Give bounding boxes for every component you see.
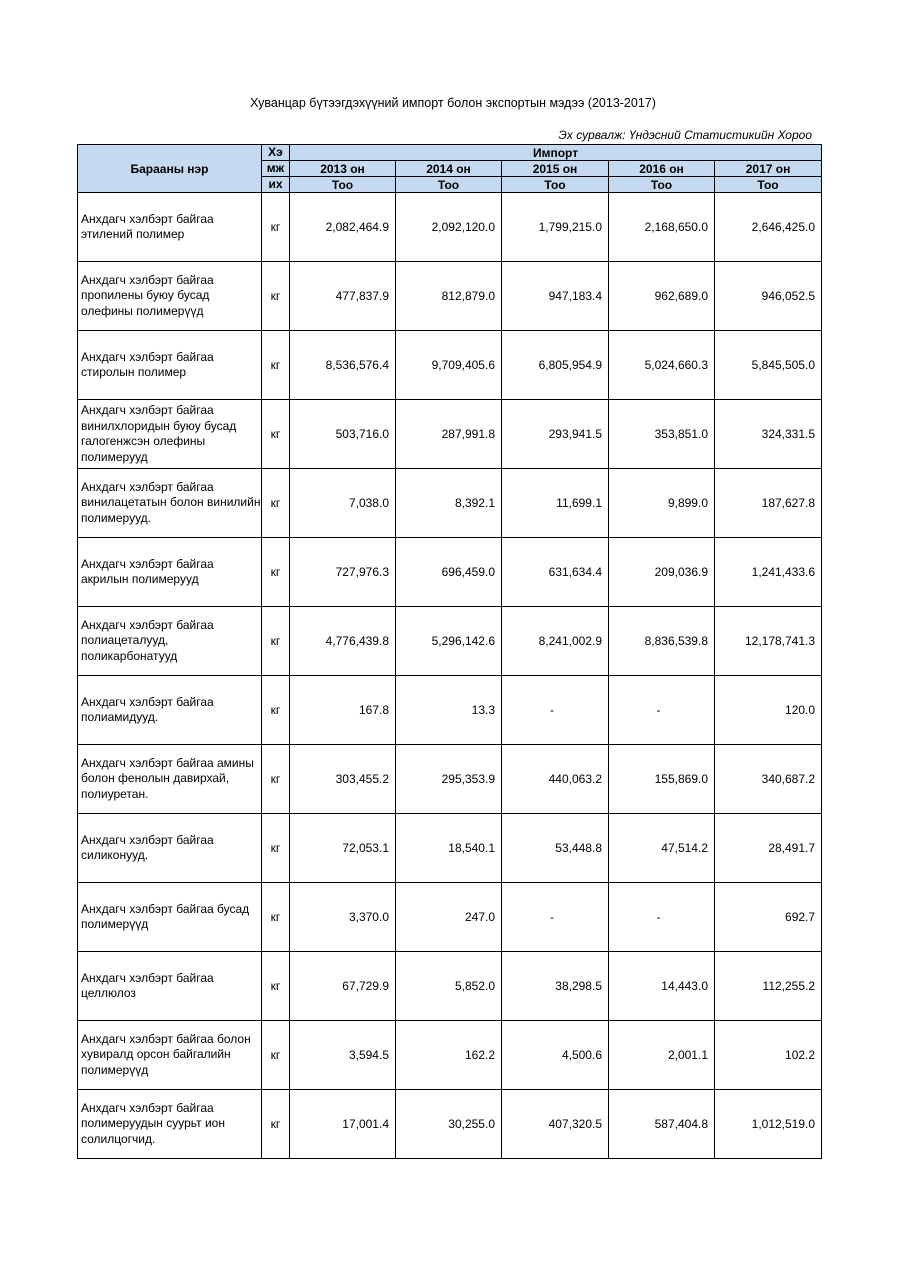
table-row: [78, 193, 822, 262]
unit-cell: кг: [262, 469, 290, 538]
value-cell: 2,168,650.0: [609, 193, 715, 262]
header-product-name: Барааны нэр: [78, 145, 262, 193]
value-cell: 8,836,539.8: [609, 607, 715, 676]
value-cell: 1,012,519.0: [715, 1090, 822, 1159]
product-name-cell: Анхдагч хэлбэрт байгаа болон хувиралд орсон байгалийн полимерүүд: [78, 1021, 262, 1090]
header-sub-2016: Тоо: [609, 177, 715, 193]
value-cell: 18,540.1: [396, 814, 502, 883]
product-name-cell: Анхдагч хэлбэрт байгаа бусад полимерүүд: [78, 883, 262, 952]
value-cell: 8,241,002.9: [502, 607, 609, 676]
value-cell: 4,776,439.8: [290, 607, 396, 676]
unit-cell: кг: [262, 952, 290, 1021]
value-cell: 947,183.4: [502, 262, 609, 331]
product-name-cell: Анхдагч хэлбэрт байгаа пропилены буюу бусад олефины полимерүүд: [78, 262, 262, 331]
value-cell: 946,052.5: [715, 262, 822, 331]
header-year-2013: 2013 он: [290, 161, 396, 177]
value-cell: 17,001.4: [290, 1090, 396, 1159]
value-cell: 187,627.8: [715, 469, 822, 538]
table-row: [78, 400, 822, 469]
value-cell: 8,536,576.4: [290, 331, 396, 400]
unit-cell: кг: [262, 883, 290, 952]
value-cell: 112,255.2: [715, 952, 822, 1021]
product-name-cell: Анхдагч хэлбэрт байгаа винилхлоридын буюу бусад галогенжсэн олефины полимерууд: [78, 400, 262, 469]
value-cell: 7,038.0: [290, 469, 396, 538]
unit-cell: кг: [262, 331, 290, 400]
header-sub-2014: Тоо: [396, 177, 502, 193]
header-unit-line-1: Хэ: [262, 145, 290, 161]
value-cell: 353,851.0: [609, 400, 715, 469]
value-cell: 503,716.0: [290, 400, 396, 469]
unit-cell: кг: [262, 607, 290, 676]
value-cell: 5,024,660.3: [609, 331, 715, 400]
header-year-2014: 2014 он: [396, 161, 502, 177]
value-cell: 155,869.0: [609, 745, 715, 814]
value-cell: 30,255.0: [396, 1090, 502, 1159]
import-table: [77, 144, 822, 1159]
value-cell: 696,459.0: [396, 538, 502, 607]
value-cell: 9,899.0: [609, 469, 715, 538]
value-cell: 287,991.8: [396, 400, 502, 469]
product-name-cell: Анхдагч хэлбэрт байгаа этилений полимер: [78, 193, 262, 262]
value-cell: 72,053.1: [290, 814, 396, 883]
value-cell: 5,296,142.6: [396, 607, 502, 676]
table-row: [78, 469, 822, 538]
value-cell: -: [502, 883, 609, 952]
value-cell: 14,443.0: [609, 952, 715, 1021]
unit-cell: кг: [262, 1021, 290, 1090]
header-year-2017: 2017 он: [715, 161, 822, 177]
value-cell: 407,320.5: [502, 1090, 609, 1159]
value-cell: 5,852.0: [396, 952, 502, 1021]
header-import: Импорт: [290, 145, 822, 161]
header-row-group: [78, 145, 822, 161]
value-cell: 303,455.2: [290, 745, 396, 814]
value-cell: 47,514.2: [609, 814, 715, 883]
header-unit-line-3: их: [262, 177, 290, 193]
value-cell: 12,178,741.3: [715, 607, 822, 676]
unit-cell: кг: [262, 676, 290, 745]
value-cell: 162.2: [396, 1021, 502, 1090]
source-note: Эх сурвалж: Үндэсний Статистикийн Хороо: [558, 128, 812, 142]
product-name-cell: Анхдагч хэлбэрт байгаа винилацетатын болон винилийн полимерууд.: [78, 469, 262, 538]
value-cell: 340,687.2: [715, 745, 822, 814]
product-name-cell: Анхдагч хэлбэрт байгаа полиамидууд.: [78, 676, 262, 745]
value-cell: 11,699.1: [502, 469, 609, 538]
value-cell: 2,082,464.9: [290, 193, 396, 262]
value-cell: 692.7: [715, 883, 822, 952]
table-row: [78, 262, 822, 331]
value-cell: 4,500.6: [502, 1021, 609, 1090]
unit-cell: кг: [262, 814, 290, 883]
product-name-cell: Анхдагч хэлбэрт байгаа полимеруудын суурьт ион солилцогчид.: [78, 1090, 262, 1159]
header-year-2015: 2015 он: [502, 161, 609, 177]
value-cell: -: [609, 676, 715, 745]
value-cell: 102.2: [715, 1021, 822, 1090]
unit-cell: кг: [262, 538, 290, 607]
value-cell: 1,241,433.6: [715, 538, 822, 607]
table-body: [78, 193, 822, 1159]
value-cell: 38,298.5: [502, 952, 609, 1021]
value-cell: 120.0: [715, 676, 822, 745]
value-cell: 247.0: [396, 883, 502, 952]
value-cell: 8,392.1: [396, 469, 502, 538]
value-cell: 477,837.9: [290, 262, 396, 331]
value-cell: 2,001.1: [609, 1021, 715, 1090]
value-cell: -: [609, 883, 715, 952]
product-name-cell: Анхдагч хэлбэрт байгаа силиконууд.: [78, 814, 262, 883]
value-cell: 67,729.9: [290, 952, 396, 1021]
header-sub-2013: Тоо: [290, 177, 396, 193]
value-cell: 440,063.2: [502, 745, 609, 814]
table-row: [78, 883, 822, 952]
header-unit-line-2: мж: [262, 161, 290, 177]
page-title: Хуванцар бүтээгдэхүүний импорт болон экспортын мэдээ (2013-2017): [250, 96, 656, 110]
table-row: [78, 538, 822, 607]
table-row: [78, 745, 822, 814]
unit-cell: кг: [262, 1090, 290, 1159]
table-row: [78, 607, 822, 676]
value-cell: 1,799,215.0: [502, 193, 609, 262]
value-cell: 9,709,405.6: [396, 331, 502, 400]
unit-cell: кг: [262, 262, 290, 331]
product-name-cell: Анхдагч хэлбэрт байгаа полиацеталууд, поликарбонатууд: [78, 607, 262, 676]
table-row: [78, 676, 822, 745]
header-sub-2015: Тоо: [502, 177, 609, 193]
value-cell: 293,941.5: [502, 400, 609, 469]
unit-cell: кг: [262, 745, 290, 814]
header-sub-2017: Тоо: [715, 177, 822, 193]
product-name-cell: Анхдагч хэлбэрт байгаа стиролын полимер: [78, 331, 262, 400]
product-name-cell: Анхдагч хэлбэрт байгаа амины болон фенолын давирхай, полиуретан.: [78, 745, 262, 814]
value-cell: 324,331.5: [715, 400, 822, 469]
table-row: [78, 331, 822, 400]
value-cell: 2,646,425.0: [715, 193, 822, 262]
value-cell: 28,491.7: [715, 814, 822, 883]
value-cell: 962,689.0: [609, 262, 715, 331]
product-name-cell: Анхдагч хэлбэрт байгаа акрилын полимерууд: [78, 538, 262, 607]
value-cell: 13.3: [396, 676, 502, 745]
value-cell: 167.8: [290, 676, 396, 745]
header-year-2016: 2016 он: [609, 161, 715, 177]
table-row: [78, 952, 822, 1021]
value-cell: 812,879.0: [396, 262, 502, 331]
value-cell: 295,353.9: [396, 745, 502, 814]
value-cell: 5,845,505.0: [715, 331, 822, 400]
value-cell: 3,594.5: [290, 1021, 396, 1090]
table-row: [78, 1090, 822, 1159]
unit-cell: кг: [262, 193, 290, 262]
product-name-cell: Анхдагч хэлбэрт байгаа целлюлоз: [78, 952, 262, 1021]
value-cell: 3,370.0: [290, 883, 396, 952]
table-row: [78, 1021, 822, 1090]
value-cell: 6,805,954.9: [502, 331, 609, 400]
value-cell: 209,036.9: [609, 538, 715, 607]
value-cell: 727,976.3: [290, 538, 396, 607]
value-cell: 631,634.4: [502, 538, 609, 607]
unit-cell: кг: [262, 400, 290, 469]
value-cell: -: [502, 676, 609, 745]
value-cell: 53,448.8: [502, 814, 609, 883]
value-cell: 587,404.8: [609, 1090, 715, 1159]
table-row: [78, 814, 822, 883]
value-cell: 2,092,120.0: [396, 193, 502, 262]
